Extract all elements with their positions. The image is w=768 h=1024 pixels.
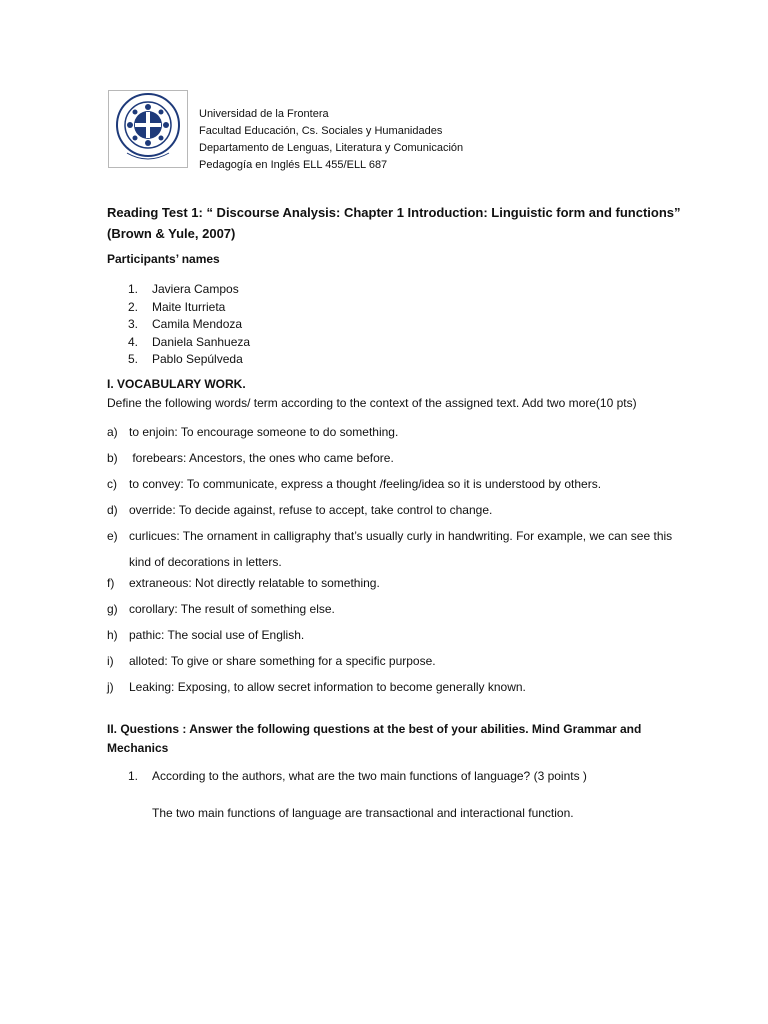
item-letter: g) — [107, 602, 118, 616]
participants-label: Participants’ names — [107, 252, 220, 266]
item-letter: d) — [107, 503, 118, 517]
item-definition: corollary: The result of something else. — [129, 602, 335, 616]
question-number: 1. — [128, 769, 139, 783]
item-definition: to convey: To communicate, express a thought /feeling/idea so it is understood by others. — [129, 477, 602, 491]
participant-name: Daniela Sanhueza — [152, 334, 251, 349]
department-name: Departamento de Lenguas, Literatura y Comunicación — [199, 142, 464, 154]
item-definition: alloted: To give or share something for a specific purpose. — [129, 654, 436, 668]
item-letter: e) — [107, 529, 118, 543]
participant-name: Camila Mendoza — [152, 317, 243, 331]
list-number: 3. — [128, 317, 139, 331]
vocab-item — [107, 523, 697, 575]
section-1-heading: I. VOCABULARY WORK. — [107, 377, 246, 391]
question-text: According to the authors, what are the two main functions of language? (3 points ) — [152, 769, 587, 783]
university-seal-icon — [109, 91, 187, 167]
vocab-item — [107, 424, 697, 450]
faculty-name: Facultad Educación, Cs. Sociales y Humanidades — [199, 125, 443, 137]
item-letter: f) — [107, 576, 115, 590]
program-name: Pedagogía en Inglés ELL 455/ELL 687 — [199, 159, 388, 171]
university-logo — [108, 90, 188, 168]
item-definition: extraneous: Not directly relatable to something. — [129, 576, 380, 590]
item-letter: a) — [107, 425, 118, 439]
section-1-instruction: Define the following words/ term according to the context of the assigned text. Add two more(10 pts) — [107, 396, 637, 410]
item-letter: i) — [107, 654, 114, 668]
section-2-heading: II. Questions : Answer the following questions at the best of your abilities. Mind Grammar and Mechanics — [107, 722, 642, 755]
participants-list — [128, 281, 250, 369]
item-definition: forebears: Ancestors, the ones who came before. — [129, 451, 394, 465]
item-definition: pathic: The social use of English. — [129, 628, 305, 642]
list-number: 2. — [128, 299, 139, 314]
question-item — [128, 769, 587, 783]
vocab-item — [107, 575, 697, 601]
answer-text: The two main functions of language are transactional and interactional function. — [152, 806, 574, 820]
list-item — [128, 299, 250, 317]
item-definition: curlicues: The ornament in calligraphy that’s usually curly in handwriting. For example, we can see this kind of decorations in letters. — [129, 529, 673, 569]
participant-name: Javiera Campos — [152, 282, 239, 296]
list-number: 5. — [128, 352, 139, 366]
vocab-item — [107, 450, 697, 476]
vocab-item — [107, 679, 697, 705]
list-number: 4. — [128, 334, 139, 349]
vocab-item — [107, 627, 697, 653]
test-title: Reading Test 1: “ Discourse Analysis: Chapter 1 Introduction: Linguistic form and functions” (Brown & Yule, 2007) — [107, 205, 681, 241]
participant-name: Maite Iturrieta — [152, 299, 226, 314]
item-letter: j) — [107, 680, 114, 694]
list-item — [128, 351, 250, 369]
list-item — [128, 281, 250, 299]
participant-name: Pablo Sepúlveda — [152, 352, 243, 366]
header-block — [199, 106, 463, 174]
vocab-item — [107, 653, 697, 679]
vocab-item — [107, 476, 697, 502]
item-definition: Leaking: Exposing, to allow secret information to become generally known. — [129, 680, 526, 694]
item-letter: c) — [107, 477, 117, 491]
list-item — [128, 334, 250, 352]
vocabulary-list — [107, 424, 697, 705]
university-name: Universidad de la Frontera — [199, 108, 329, 120]
vocab-item — [107, 601, 697, 627]
item-letter: b) — [107, 451, 118, 465]
item-letter: h) — [107, 628, 118, 642]
list-number: 1. — [128, 282, 139, 296]
item-definition: override: To decide against, refuse to accept, take control to change. — [129, 503, 493, 517]
item-definition: to enjoin: To encourage someone to do something. — [129, 425, 399, 439]
list-item — [128, 316, 250, 334]
